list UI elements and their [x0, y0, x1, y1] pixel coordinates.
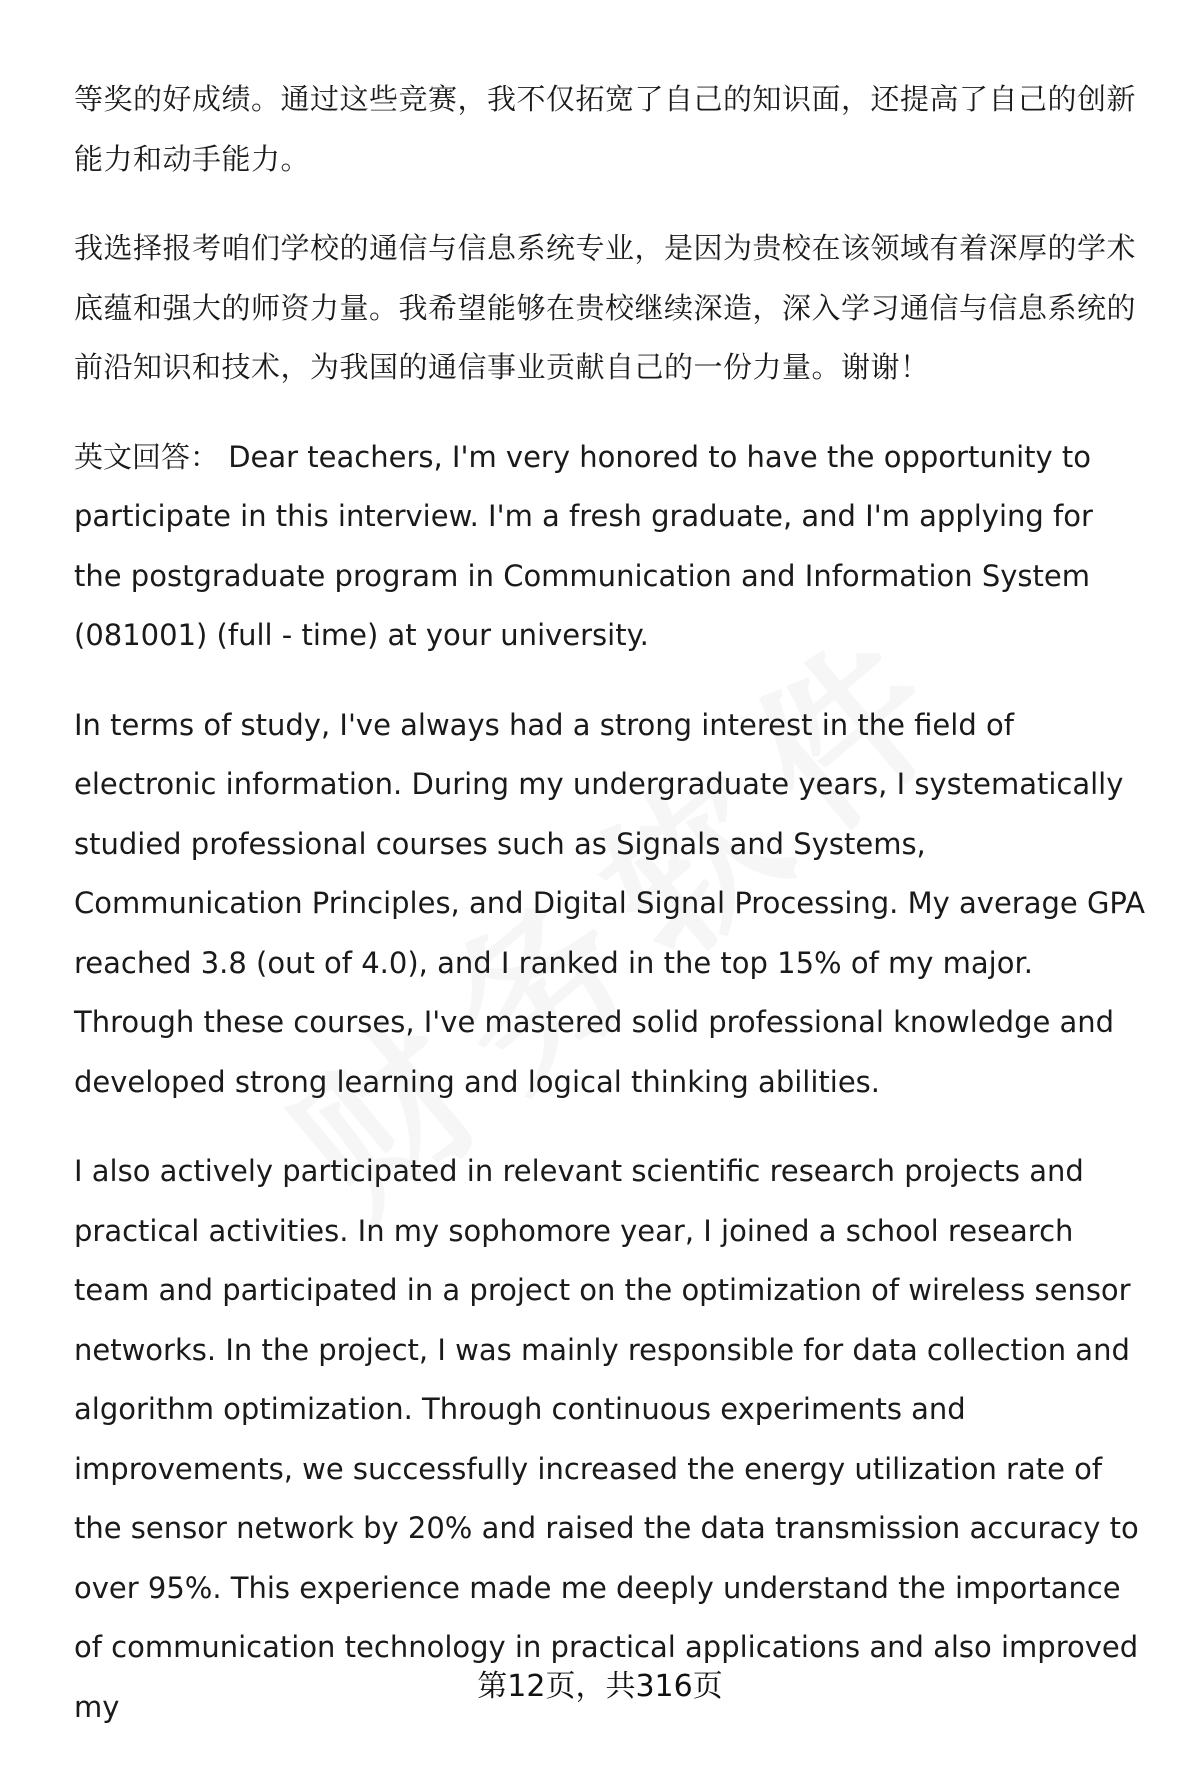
paragraph-competition-results: 等奖的好成绩。通过这些竞赛，我不仅拓宽了自己的知识面，还提高了自己的创新能力和动手能力。 — [74, 82, 1137, 176]
paragraph-study-background: In terms of study, I've always had a strong interest in the field of electronic information. During my undergraduate years, I systematically studied professional courses such as Signals and Systems, Communication Principles, and Digital Signal Processing. My average GPA reached 3.8 (out of 4.0), and I ranked in the top 15% of my major. Through these courses, I've mastered solid professional knowledge and developed strong learning and logical thinking abilities. — [74, 707, 1145, 1099]
paragraph-reason-for-applying: 我选择报考咱们学校的通信与信息系统专业，是因为贵校在该领域有着深厚的学术底蕴和强大的师资力量。我希望能够在贵校继续深造，深入学习通信与信息系统的前沿知识和技术，为我国的通信事业贡献自己的一份力量。谢谢！ — [74, 231, 1137, 384]
page-number-footer: 第12页，共316页 — [477, 1669, 723, 1704]
paragraph-english-introduction: 英文回答： Dear teachers, I'm very honored to have the opportunity to participate in this interview. I'm a fresh graduate, and I'm applying for the postgraduate program in Communication and Information System (081001) (full - time) at your university. — [74, 439, 1093, 652]
paragraph-research-experience: I also actively participated in relevant scientific research projects and practical activities. In my sophomore year, I joined a school research team and participated in a project on the optimization of wireless sensor networks. In the project, I was mainly responsible for data collection and algorithm optimization. Through continuous experiments and improvements, we successfully increased the energy utilization rate of the sensor network by 20% and raised the data transmission accuracy to over 95%. This experience made me deeply understand the importance of communication technology in practical applications and also improved my — [74, 1154, 1139, 1724]
document-body — [74, 70, 1146, 1767]
